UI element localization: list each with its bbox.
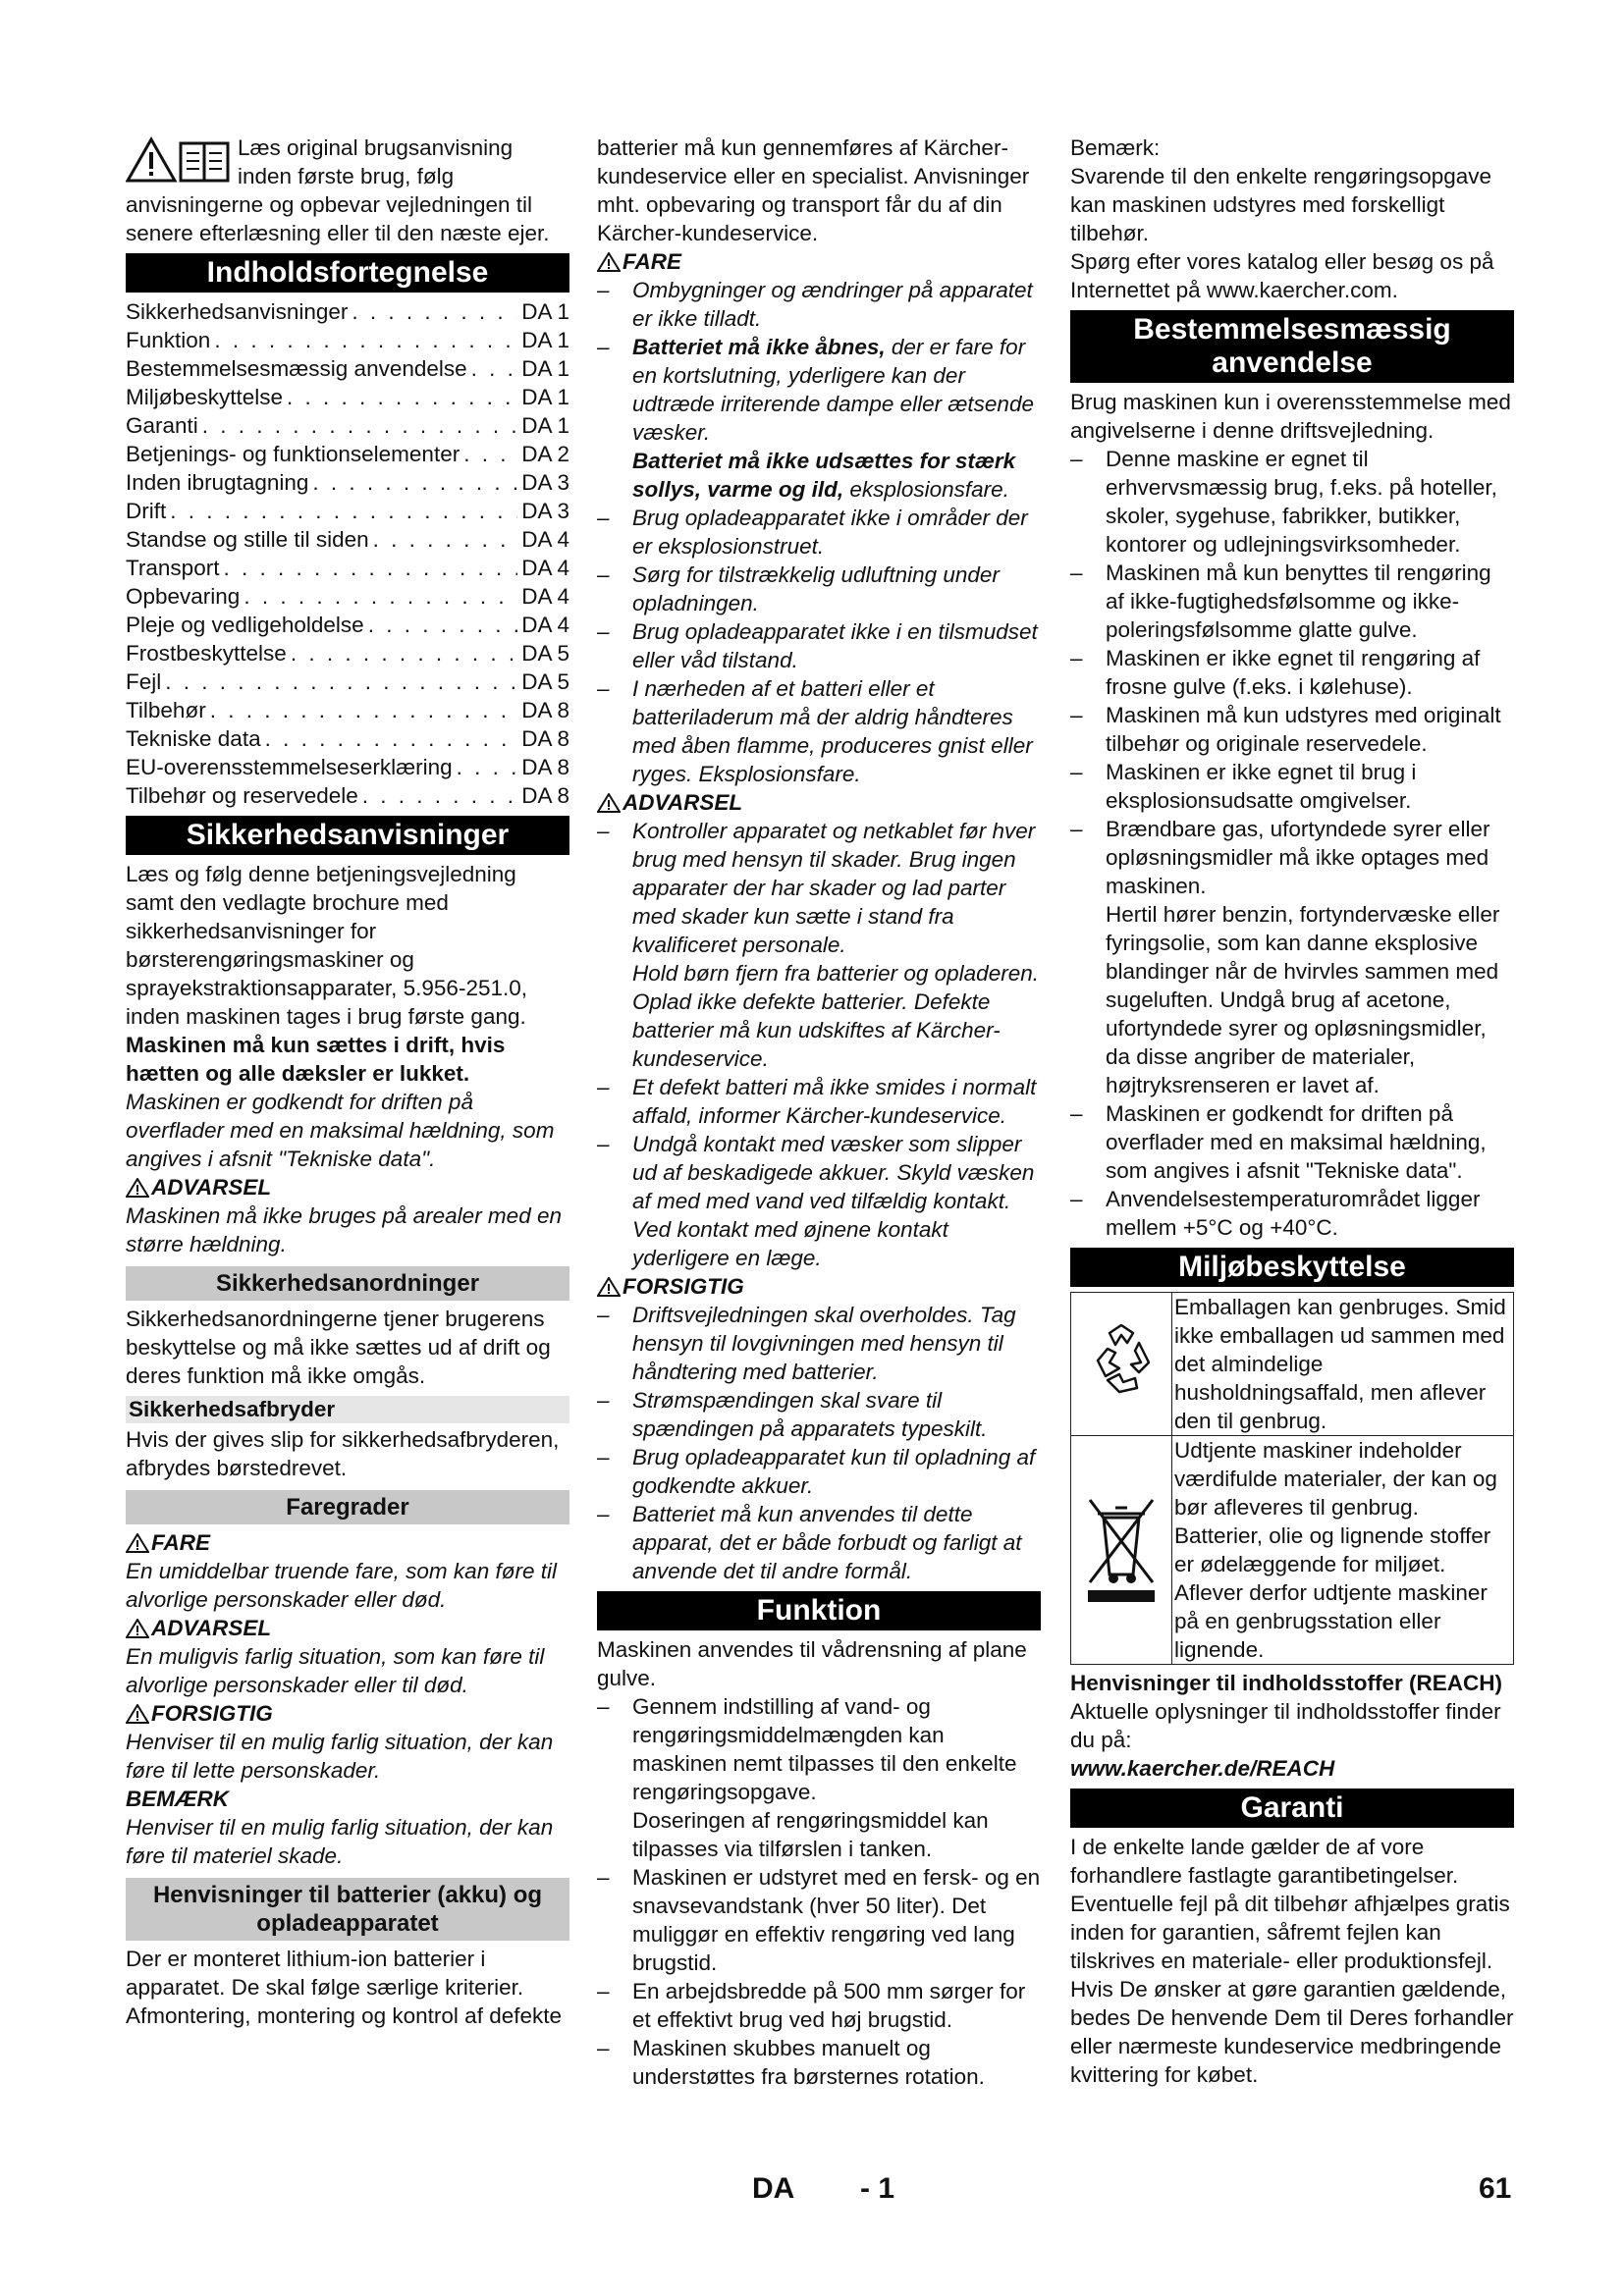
toc-item-page: DA 8: [521, 755, 569, 779]
toc-heading: Indholdsfortegnelse: [126, 253, 569, 293]
toc-item-label: Betjenings- og funktionselementer: [126, 442, 460, 466]
recycle-icon: [1071, 1293, 1172, 1436]
env-heading: Miljøbeskyttelse: [1070, 1248, 1514, 1287]
toc-leader: [202, 411, 517, 440]
level-text: Henviser til en mulig farlig situation, der kan føre til lette personskader.: [126, 1730, 554, 1783]
warning-icon: [597, 1277, 621, 1297]
toc-leader: [362, 781, 517, 810]
toc-leader: [373, 525, 518, 554]
toc-leader: [291, 639, 517, 667]
toc-item-label: Tilbehør: [126, 698, 206, 722]
switch-heading: Sikkerhedsafbryder: [126, 1396, 569, 1423]
footer-page-number: 61: [1479, 2172, 1512, 2205]
use-item: – Maskinen er godkendt for driften på overflader med en maksimal hældning, som angives i afsnit "Tekniske data".: [1070, 1099, 1514, 1185]
funktion-item: – Maskinen skubbes manuelt og understøttes fra børsternes rotation.: [597, 2034, 1041, 2091]
warning-icon: [126, 1178, 149, 1198]
level-text: En umiddelbar truende fare, som kan føre til alvorlige personskader eller død.: [126, 1559, 557, 1612]
fare-item: – Sørg for tilstrækkelig udluftning under opladningen.: [597, 561, 1041, 617]
note-text: Svarende til den enkelte rengøringsopgave kan maskinen udstyres med forskelligt tilbehør.: [1070, 164, 1492, 245]
toc-item: [126, 554, 569, 582]
warning-icon: [126, 1619, 149, 1638]
toc-item-page: DA 1: [521, 299, 569, 324]
fare-label: FARE: [597, 247, 1041, 276]
toc-item-page: DA 8: [521, 783, 569, 808]
toc-item: [126, 724, 569, 753]
safety-intro: Læs og følg denne betjeningsvejledning samt den vedlagte brochure med sikkerhedsanvisninger for børsterengøringsmaskiner og sprayekstraktionsapparater, 5.956-251.0, inden maskinen tages i brug første gang.: [126, 862, 527, 1029]
toc-item: [126, 383, 569, 411]
toc-item-label: Drift: [126, 499, 167, 523]
use-item: – Maskinen er ikke egnet til rengøring af frosne gulve (f.eks. i kølehuse).: [1070, 644, 1514, 701]
toc-item: [126, 468, 569, 497]
toc-item-label: Standse og stille til siden: [126, 527, 369, 552]
column-1: [126, 133, 569, 2030]
env-table: [1070, 1292, 1514, 1665]
funktion-item: – Gennem indstilling af vand- og rengøringsmiddelmængden kan maskinen nemt tilpasses til den enkelte rengøringsopgave. Doseringen af rengøringsmiddel kan tilpasses via tilførslen i tanken.: [597, 1692, 1041, 1863]
battery-heading: Henvisninger til batterier (akku) og opladeapparatet: [126, 1878, 569, 1941]
toc-item-page: DA 1: [521, 413, 569, 438]
fare-list: [597, 276, 1041, 788]
toc-item-page: DA 4: [521, 556, 569, 580]
env-row: [1071, 1293, 1514, 1436]
toc-leader: [214, 326, 517, 354]
toc-leader: [457, 753, 518, 781]
reach-heading: Henvisninger til indholdsstoffer (REACH): [1070, 1671, 1503, 1695]
intro-text: Læs original brugsanvisning inden første brug, følg anvisningerne og opbevar vejledningen til senere efterlæsning eller til den næste ejer.: [126, 135, 550, 245]
switch-text: Hvis der gives slip for sikkerhedsafbryderen, afbrydes børstedrevet.: [126, 1427, 560, 1480]
forsigtig-label: FORSIGTIG: [597, 1272, 1041, 1301]
env-text-old-machines: Udtjente maskiner indeholder værdifulde materialer, der kan og bør afleveres til genbrug. Batterier, olie og lignende stoffer er ødelæggende for miljøet. Aflever derfor udtjente maskiner på en genbrugsstation eller lignende.: [1172, 1436, 1514, 1665]
toc-item-label: Sikkerhedsanvisninger: [126, 299, 349, 324]
fare-item: – Ombygninger og ændringer på apparatet er ikke tilladt.: [597, 276, 1041, 333]
levels-list: [126, 1528, 569, 1870]
toc-list: [126, 297, 569, 810]
forsigtig-item: – Strømspændingen skal svare til spændingen på apparatets typeskilt.: [597, 1386, 1041, 1443]
toc-leader: [170, 497, 517, 525]
toc-item-label: Garanti: [126, 413, 198, 438]
funktion-list: [597, 1692, 1041, 2091]
forsigtig-item: – Batteriet må kun anvendes til dette apparat, det er både forbudt og farligt at anvende det til andre formål.: [597, 1500, 1041, 1585]
use-heading: Bestemmelsesmæssig anvendelse: [1070, 310, 1514, 383]
safety-heading: Sikkerhedsanvisninger: [126, 816, 569, 855]
toc-item-label: Fejl: [126, 669, 162, 694]
toc-item-page: DA 1: [521, 328, 569, 352]
toc-leader: [223, 554, 517, 582]
toc-item-page: DA 8: [521, 698, 569, 722]
fare-item: – Batteriet må ikke åbnes, der er fare for en kortslutning, yderligere kan der udtræde irriterende dampe eller ætsende væsker. Batteriet må ikke udsættes for stærk sollys, varme og ild, eksplosionsfare.: [597, 333, 1041, 504]
toc-item: [126, 582, 569, 611]
toc-leader: [210, 696, 518, 724]
toc-item-page: DA 4: [521, 584, 569, 609]
column-2: [597, 133, 1041, 2091]
toc-item: [126, 497, 569, 525]
toc-item-label: Transport: [126, 556, 220, 580]
forsigtig-list: [597, 1301, 1041, 1585]
column-3: [1070, 133, 1514, 2089]
toc-item: [126, 753, 569, 781]
warning-icon: [126, 1704, 149, 1724]
safety-slope-warning: Maskinen må ikke bruges på arealer med en større hældning.: [126, 1203, 562, 1256]
advarsel-item: – Et defekt batteri må ikke smides i normalt affald, informer Kärcher-kundeservice.: [597, 1073, 1041, 1130]
toc-leader: [312, 468, 517, 497]
toc-item-page: DA 5: [521, 641, 569, 666]
devices-heading: Sikkerhedsanordninger: [126, 1266, 569, 1301]
funktion-item: – En arbejdsbredde på 500 mm sørger for et effektivt brug ved høj brugstid.: [597, 1977, 1041, 2034]
toc-item-label: Funktion: [126, 328, 211, 352]
toc-item: [126, 781, 569, 810]
advarsel-item: – Undgå kontakt med væsker som slipper ud af beskadigede akkuer. Skyld væsken af med med vand ved tilfældig kontakt. Ved kontakt med øjnene kontakt yderligere en læge.: [597, 1130, 1041, 1272]
use-item: – Anvendelsestemperaturområdet ligger mellem +5°C og +40°C.: [1070, 1185, 1514, 1242]
level-label: ADVARSEL: [126, 1614, 569, 1642]
toc-item-page: DA 4: [521, 613, 569, 637]
toc-item: [126, 639, 569, 667]
toc-item: [126, 611, 569, 639]
reach-text: Aktuelle oplysninger til indholdsstoffer finder du på:: [1070, 1699, 1501, 1752]
toc-item: [126, 525, 569, 554]
level-label: BEMÆRK: [126, 1787, 229, 1811]
toc-item-label: Miljøbeskyttelse: [126, 385, 284, 409]
toc-item-label: EU-overensstemmelseserklæring: [126, 755, 453, 779]
fare-item: – Brug opladeapparatet ikke i en tilsmudset eller våd tilstand.: [597, 617, 1041, 674]
toc-item-label: Tilbehør og reservedele: [126, 783, 358, 808]
toc-item: [126, 667, 569, 696]
toc-leader: [352, 297, 517, 326]
toc-item-label: Frostbeskyttelse: [126, 641, 287, 666]
funktion-heading: Funktion: [597, 1591, 1041, 1630]
toc-item: [126, 696, 569, 724]
garanti-heading: Garanti: [1070, 1789, 1514, 1828]
level-text: En muligvis farlig situation, som kan føre til alvorlige personskader eller til død.: [126, 1644, 545, 1697]
note-label: Bemærk:: [1070, 135, 1161, 160]
toc-item-label: Inden ibrugtagning: [126, 470, 309, 495]
warning-icon: [597, 252, 621, 272]
toc-item: [126, 297, 569, 326]
level-label: FORSIGTIG: [126, 1699, 569, 1728]
forsigtig-item: – Driftsvejledningen skal overholdes. Tag hensyn til lovgivningen med hensyn til håndtering med batterier.: [597, 1301, 1041, 1386]
fare-item: – Brug opladeapparatet ikke i områder der er eksplosionstruet.: [597, 504, 1041, 561]
toc-item-page: DA 3: [521, 499, 569, 523]
devices-text: Sikkerhedsanordningerne tjener brugerens beskyttelse og må ikke sættes ud af drift og deres funktion må ikke omgås.: [126, 1307, 551, 1388]
toc-item-label: Opbevaring: [126, 584, 241, 609]
use-intro: Brug maskinen kun i overensstemmelse med angivelserne i denne driftsvejledning.: [1070, 390, 1511, 443]
toc-item-page: DA 4: [521, 527, 569, 552]
toc-item-page: DA 8: [521, 726, 569, 751]
footer-section-number: - 1: [860, 2172, 895, 2205]
toc-leader: [265, 724, 518, 753]
battery-text-continued: batterier må kun gennemføres af Kärcher-kundeservice eller en specialist. Anvisninger mht. opbevaring og transport får du af din Kärcher-kundeservice.: [597, 135, 1030, 245]
battery-text: Der er monteret lithium-ion batterier i apparatet. De skal følge særlige kriterier. Afmontering, montering og kontrol af defekte: [126, 1947, 563, 2028]
garanti-text: I de enkelte lande gælder de af vore forhandlere fastlagte garantibetingelser. Eventuelle fejl på dit tilbehør afhjælpes gratis inden for garantien, såfremt fejlen kan tilskrives en materiale- eller produktionsfejl. Hvis De ønsker at gøre garantien gældende, bedes De henvende Dem til Deres forhandler eller nærmeste kundeservice medbringende kvittering for købet.: [1070, 1835, 1514, 2087]
warning-book-icon: [126, 133, 234, 187]
crossed-bin-icon: [1071, 1436, 1172, 1665]
use-item: – Maskinen er ikke egnet til brug i eksplosionsudsatte omgivelser.: [1070, 758, 1514, 815]
toc-item: [126, 411, 569, 440]
env-row: [1071, 1436, 1514, 1665]
level-text: Henviser til en mulig farlig situation, der kan føre til materiel skade.: [126, 1815, 554, 1868]
warning-icon: [597, 793, 621, 813]
toc-item-label: Pleje og vedligeholdelse: [126, 613, 364, 637]
footer-language: DA: [752, 2172, 795, 2205]
intro: [126, 133, 569, 247]
level-label: FARE: [126, 1528, 569, 1557]
toc-item-page: DA 1: [521, 356, 569, 381]
note-text-2: Spørg efter vores katalog eller besøg os på Internettet på www.kaercher.com.: [1070, 249, 1494, 302]
warning-icon: [126, 1533, 149, 1553]
toc-item-page: DA 5: [521, 669, 569, 694]
toc-item-page: DA 3: [521, 470, 569, 495]
funktion-intro: Maskinen anvendes til vådrensning af plane gulve.: [597, 1637, 1027, 1690]
use-item: – Denne maskine er egnet til erhvervsmæssig brug, f.eks. på hoteller, skoler, sygehuse, fabrikker, butikker, kontorer og udlejningsvirksomheder.: [1070, 445, 1514, 559]
toc-leader: [471, 354, 518, 383]
safety-closed-note: Maskinen må kun sættes i drift, hvis hætten og alle dæksler er lukket.: [126, 1033, 506, 1086]
toc-leader: [244, 582, 517, 611]
safety-slope-note: Maskinen er godkendt for driften på overflader med en maksimal hældning, som angives i afsnit "Tekniske data".: [126, 1090, 555, 1171]
levels-heading: Faregrader: [126, 1490, 569, 1524]
advarsel-label: ADVARSEL: [597, 788, 1041, 817]
toc-item: [126, 354, 569, 383]
toc-item-page: DA 1: [521, 385, 569, 409]
toc-item-label: Bestemmelsesmæssig anvendelse: [126, 356, 467, 381]
funktion-item: – Maskinen er udstyret med en fersk- og en snavsevandstank (hver 50 liter). Det muliggør en effektiv rengøring ved lang brugstid.: [597, 1863, 1041, 1977]
toc-item: [126, 326, 569, 354]
toc-leader: [165, 667, 517, 696]
safety-warning-label: ADVARSEL: [126, 1173, 569, 1201]
use-item: – Brændbare gas, ufortyndede syrer eller opløsningsmidler må ikke optages med maskinen. Hertil hører benzin, fortyndervæske eller fyringsolie, som kan danne eksplosive blandinger når de hvirvles sammen med sugeluften. Undgå brug af acetone, ufortyndede syrer og opløsningsmidler, da disse angriber de materialer, højtryksrenseren er lavet af.: [1070, 815, 1514, 1099]
toc-leader: [463, 440, 517, 468]
reach-link[interactable]: www.kaercher.de/REACH: [1070, 1756, 1335, 1781]
env-text-packaging: Emballagen kan genbruges. Smid ikke emballagen ud sammen med det almindelige husholdningsaffald, men aflever den til genbrug.: [1172, 1293, 1514, 1436]
advarsel-item: – Kontroller apparatet og netkablet før hver brug med hensyn til skader. Brug ingen apparater der har skader og lad parter med skader kun sætte i stand fra kvalificeret personale. Hold børn fjern fra batterier og opladeren. Oplad ikke defekte batterier. Defekte batterier må kun udskiftes af Kärcher-kundeservice.: [597, 817, 1041, 1073]
toc-leader: [368, 611, 518, 639]
use-item: – Maskinen må kun benyttes til rengøring af ikke-fugtighedsfølsomme og ikke-poleringsfølsomme glatte gulve.: [1070, 559, 1514, 644]
advarsel-list: [597, 817, 1041, 1272]
toc-item: [126, 440, 569, 468]
toc-leader: [287, 383, 517, 411]
toc-item-page: DA 2: [521, 442, 569, 466]
fare-item: – I nærheden af et batteri eller et batteriladerum må der aldrig håndteres med åben flamme, produceres gnist eller ryges. Eksplosionsfare.: [597, 674, 1041, 788]
toc-item-label: Tekniske data: [126, 726, 261, 751]
forsigtig-item: – Brug opladeapparatet kun til opladning af godkendte akkuer.: [597, 1443, 1041, 1500]
use-list: [1070, 445, 1514, 1242]
use-item: – Maskinen må kun udstyres med originalt tilbehør og originale reservedele.: [1070, 701, 1514, 758]
